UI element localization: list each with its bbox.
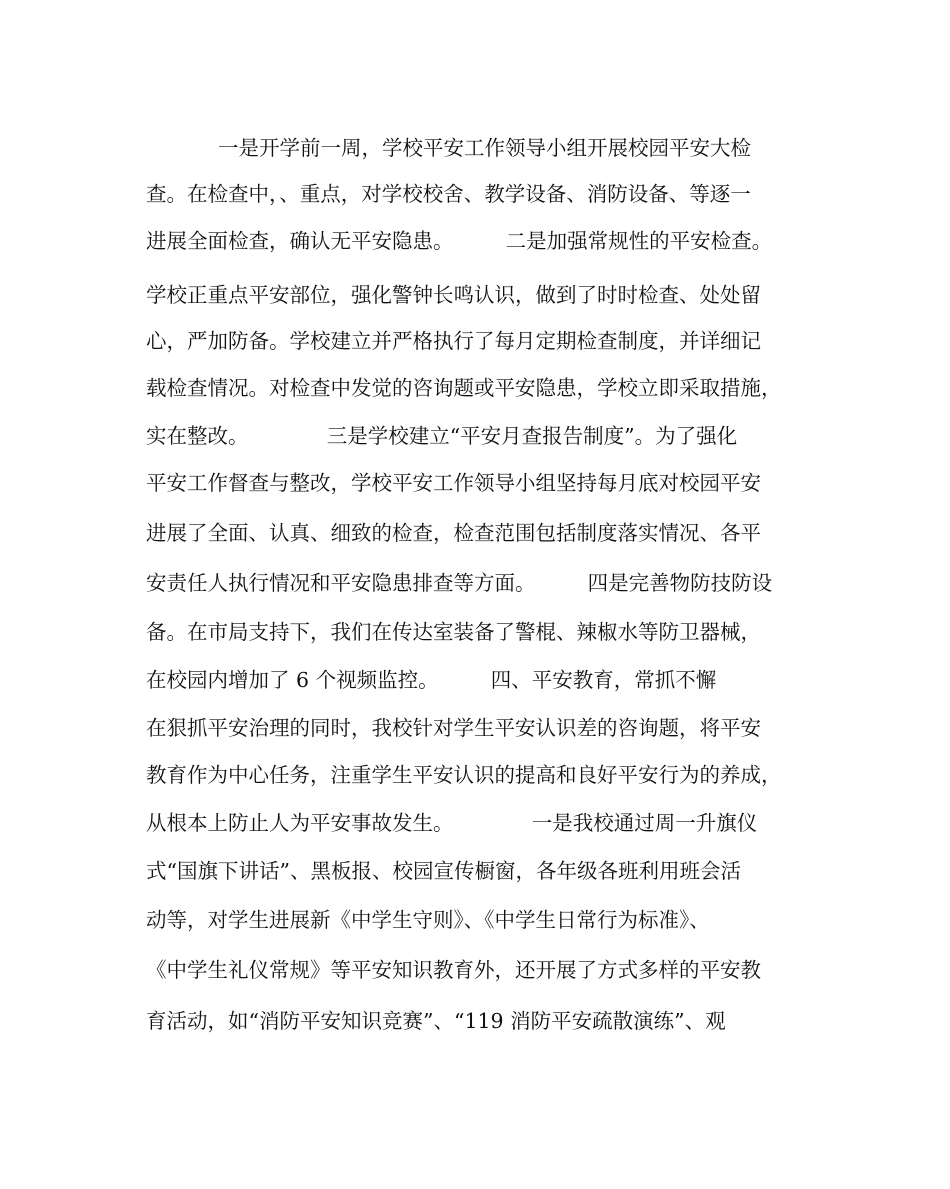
text-line: 学校正重点平安部位，强化警钟长鸣认识，做到了时时检查、处处留 bbox=[146, 283, 761, 307]
text-line: 平安工作督查与整改，学校平安工作领导小组坚持每月底对校园平安 bbox=[146, 471, 761, 495]
text-line: 在校园内增加了 6 个视频监控。 四、平安教育，常抓不懈 bbox=[146, 668, 717, 692]
text-line: 从根本上防止人为平安事故发生。 一是我校通过周一升旗仪 bbox=[146, 811, 758, 835]
text-line: 式“国旗下讲话”、黑板报、校园宣传橱窗，各年级各班利用班会活 bbox=[146, 859, 741, 883]
text-line: 备。在市局支持下，我们在传达室装备了警棍、辣椒水等防卫器械， bbox=[146, 620, 761, 644]
text-line: 在狠抓平安治理的同时，我校针对学生平安认识差的咨询题，将平安 bbox=[146, 716, 761, 740]
text-line: 一是开学前一周，学校平安工作领导小组开展校园平安大检 bbox=[218, 136, 751, 160]
text-line: 动等，对学生进展新《中学生守则》、《中学生日常行为标准》、 bbox=[146, 908, 710, 932]
text-line: 载检查情况。对检查中发觉的咨询题或平安隐患，学校立即采取措施， bbox=[146, 376, 782, 400]
text-line: 教育作为中心任务，注重学生平安认识的提高和良好平安行为的养成， bbox=[146, 763, 782, 787]
text-line: 《中学生礼仪常规》等平安知识教育外，还开展了方式多样的平安教 bbox=[146, 958, 761, 982]
text-line: 安责任人执行情况和平安隐患排查等方面。 四是完善物防技防设 bbox=[146, 571, 773, 595]
text-line: 实在整改。 三是学校建立“平安月查报告制度”。为了强化 bbox=[146, 424, 738, 448]
text-line: 育活动，如“消防平安知识竞赛”、“119 消防平安疏散演练”、观 bbox=[146, 1009, 726, 1033]
text-line: 查。在检查中，、重点，对学校校舍、教学设备、消防设备、等逐一 bbox=[146, 182, 751, 206]
text-line: 心，严加防备。学校建立并严格执行了每月定期检查制度，并详细记 bbox=[146, 329, 761, 353]
text-line: 进展了全面、认真、细致的检查，检查范围包括制度落实情况、各平 bbox=[146, 521, 761, 545]
text-line: 进展全面检查，确认无平安隐患。 二是加强常规性的平安检查。 bbox=[146, 229, 773, 253]
